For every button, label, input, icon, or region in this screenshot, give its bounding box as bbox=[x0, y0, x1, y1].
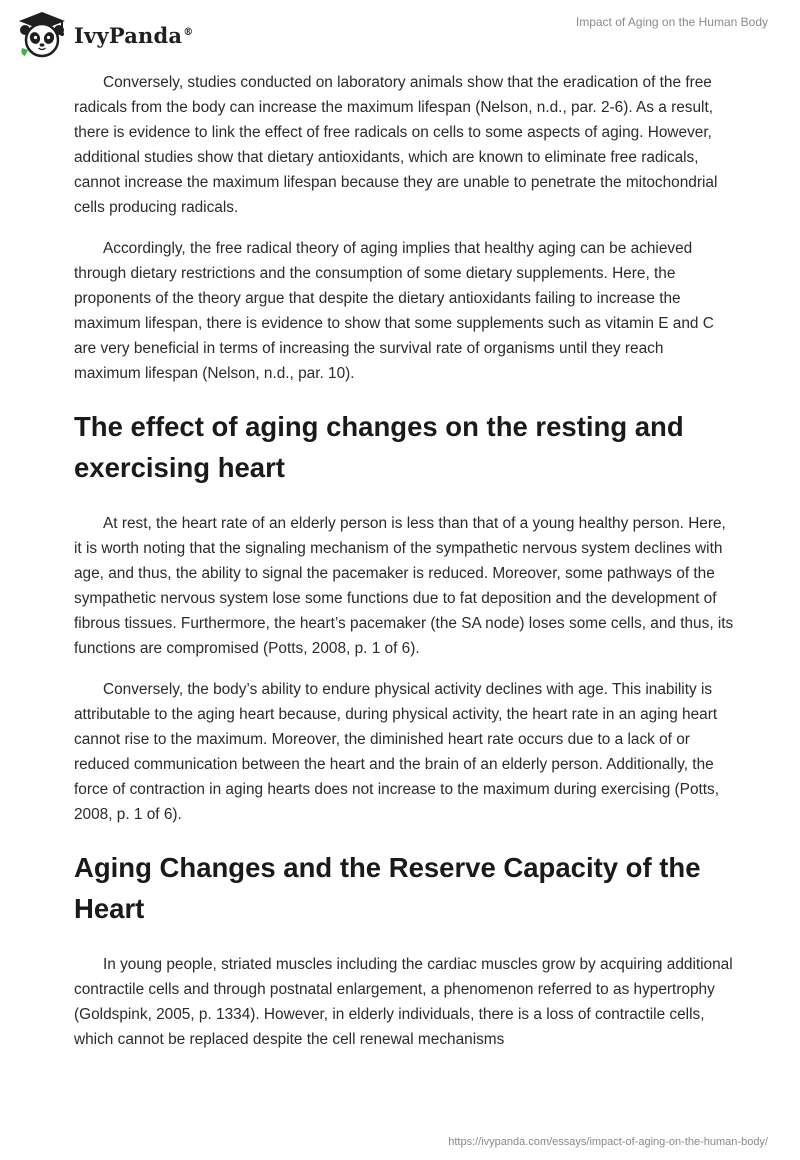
paragraph: In young people, striated muscles including the cardiac muscles grow by acquiring additional contractile cells and through postnatal enlargement, a phenomenon referred to as hypertrophy (Goldspink, 2005, p. 1334). However, in elderly individuals, there is a loss of contractile cells, which cannot be replaced despite the cell renewal mechanisms bbox=[74, 956, 733, 1048]
paragraph: Accordingly, the free radical theory of aging implies that healthy aging can be achieved through dietary restrictions and the consumption of some dietary supplements. Here, the proponents of the theory argue that despite the dietary antioxidants failing to increase the maximum lifespan, there is evidence to show that some supplements such as vitamin E and C are very beneficial in terms of increasing the survival rate of organisms until they reach maximum lifespan (Nelson, n.d., par. 10). bbox=[74, 240, 714, 382]
logo-text: IvyPanda® bbox=[74, 22, 194, 48]
document-title: Impact of Aging on the Human Body bbox=[575, 15, 768, 29]
paragraph: Conversely, studies conducted on laboratory animals show that the eradication of the free radicals from the body can increase the maximum lifespan (Nelson, n.d., par. 2-6). As a result, there is evidence to link the effect of free radicals on cells to some aspects of aging. However, additional studies show that dietary antioxidants, which are known to eliminate free radicals, cannot increase the maximum lifespan because they are unable to penetrate the mitochondrial cells producing radicals. bbox=[74, 74, 718, 216]
section-heading: Aging Changes and the Reserve Capacity of the Heart bbox=[74, 852, 701, 924]
paragraph: At rest, the heart rate of an elderly person is less than that of a young healthy person. Here, it is worth noting that the signaling mechanism of the sympathetic nervous system declines with age, and thus, the ability to signal the pacemaker is reduced. Moreover, some pathways of the sympathetic nervous system lose some functions due to fat deposition and the development of fibrous tissues. Furthermore, the heart’s pacemaker (the SA node) loses some cells, and thus, its functions are compromised (Potts, 2008, p. 1 of 6). bbox=[74, 515, 734, 657]
page-header bbox=[0, 0, 800, 70]
ivypanda-logo[interactable] bbox=[16, 10, 193, 58]
panda-graduate-icon bbox=[16, 10, 68, 58]
paragraph: Conversely, the body’s ability to endure physical activity declines with age. This inability is attributable to the aging heart because, during physical activity, the heart rate in an aging heart cannot rise to the maximum. Moreover, the diminished heart rate occurs due to a lack of or reduced communication between the heart and the brain of an elderly person. Additionally, the force of contraction in aging hearts does not increase to the maximum during exercising (Potts, 2008, p. 1 of 6). bbox=[74, 681, 720, 823]
essay-content bbox=[74, 70, 734, 1068]
source-url[interactable]: https://ivypanda.com/essays/impact-of-aging-on-the-human-body/ bbox=[448, 1136, 768, 1148]
section-heading: The effect of aging changes on the resting and exercising heart bbox=[74, 411, 684, 483]
